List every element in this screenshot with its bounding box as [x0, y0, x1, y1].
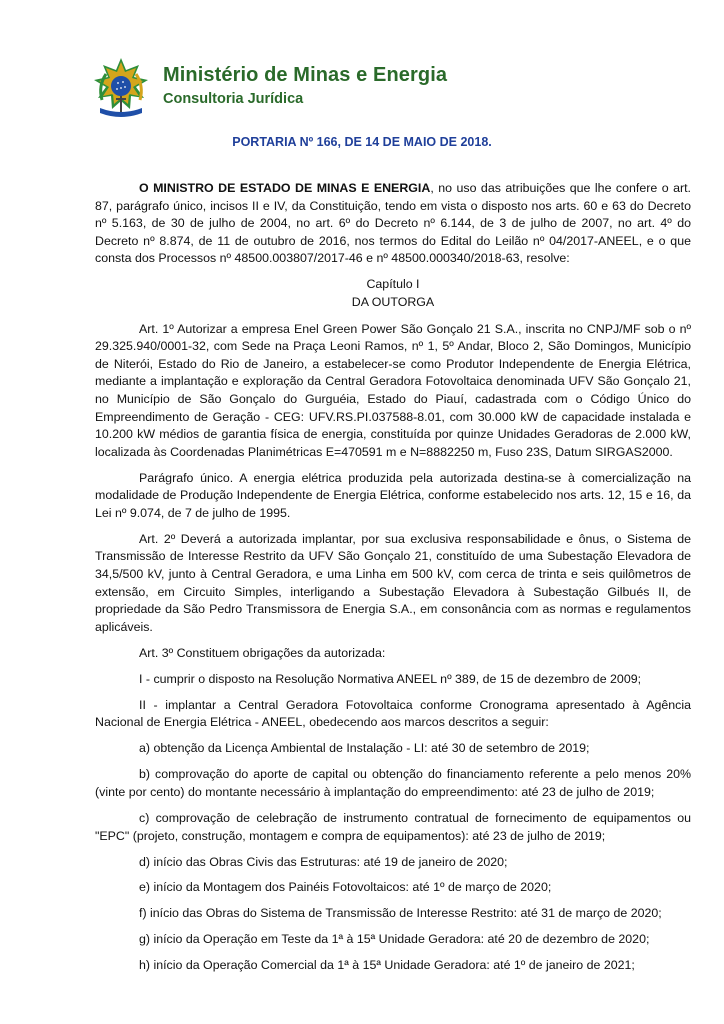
- alinea-d: d) início das Obras Civis das Estruturas: até 19 de janeiro de 2020;: [139, 854, 508, 869]
- alinea-h: h) início da Operação Comercial da 1ª à 15ª Unidade Geradora: até 1º de janeiro de 2021;: [139, 958, 635, 973]
- preamble-text: , no uso das atribuições que lhe confere o art. 87, parágrafo único, incisos II e IV, da Constituição, tendo em vista o disposto nos arts. 60 e 63 do Decreto nº 5.163, de 30 de julho de 2004, no art. 6º do Decreto nº 6.144, de 3 de julho de 2007, no art. 4º do Decreto nº 8.874, de 11 de outubro de 2016, nos termos do Edital do Leilão nº 04/2017-ANEEL, e o que consta dos Processos nº 48500.003807/2017-46 e nº 48500.000340/2018-63, resolve:: [95, 181, 691, 266]
- preamble-paragraph: [95, 180, 691, 268]
- alinea-g: g) início da Operação em Teste da 1ª à 15ª Unidade Geradora: até 20 de dezembro de 2020;: [139, 932, 650, 947]
- department-name: Consultoria Jurídica: [163, 91, 304, 107]
- chapter-title: DA OUTORGA: [351, 294, 435, 309]
- document-body: [95, 180, 691, 983]
- alinea-b: b) comprovação do aporte de capital ou obtenção do financiamento referente a pelo menos 20% (vinte por cento) do montante necessário à implantação do empreendimento: até 23 de julho de 2019;: [95, 767, 691, 799]
- inciso-ii: II - implantar a Central Geradora Fotovoltaica conforme Cronograma apresentado à Agência Nacional de Energia Elétrica - ANEEL, obedecendo aos marcos descritos a seguir:: [95, 697, 691, 730]
- article-2: Art. 2º Deverá a autorizada implantar, por sua exclusiva responsabilidade e ônus, o Sistema de Transmissão de Interesse Restrito da UFV São Gonçalo 21, constituído de uma Subestação Elevadora de 34,5/500 kV, junto à Central Geradora, e uma Linha em 500 kV, com cerca de trinta e seis quilômetros de extensão, em Circuito Simples, interligando a Subestação Elevadora à Subestação Gilbués II, de propriedade da São Pedro Transmissora de Energia S.A., em consonância com as normas e regulamentos aplicáveis.: [95, 531, 691, 634]
- ministry-name: Ministério de Minas e Energia: [163, 64, 448, 86]
- inciso-i: I - cumprir o disposto na Resolução Normativa ANEEL nº 389, de 15 de dezembro de 2009;: [139, 671, 642, 686]
- alinea-c: c) comprovação de celebração de instrumento contratual de fornecimento de equipamentos ou "EPC" (projeto, construção, montagem e compra de equipamentos): até 23 de julho de 2019;: [95, 810, 691, 843]
- article-1-paragraph: Parágrafo único. A energia elétrica produzida pela autorizada destina-se à comercialização na modalidade de Produção Independente de Energia Elétrica, conforme estabelecido nos arts. 12, 15 e 16, da Lei nº 9.074, de 7 de julho de 1995.: [95, 470, 691, 520]
- alinea-a: a) obtenção da Licença Ambiental de Instalação - LI: até 30 de setembro de 2019;: [139, 741, 590, 756]
- portaria-title: PORTARIA Nº 166, DE 14 DE MAIO DE 2018.: [232, 135, 492, 149]
- chapter-number: Capítulo I: [366, 277, 420, 292]
- alinea-e: e) início da Montagem dos Painéis Fotovoltaicos: até 1º de março de 2020;: [139, 880, 552, 895]
- alinea-f: f) início das Obras do Sistema de Transmissão de Interesse Restrito: até 31 de março de 2020;: [139, 906, 662, 921]
- coat-of-arms-icon: [88, 56, 154, 122]
- article-3: Art. 3º Constituem obrigações da autorizada:: [139, 645, 386, 660]
- preamble-lead: O MINISTRO DE ESTADO DE MINAS E ENERGIA: [139, 181, 431, 195]
- article-1: Art. 1º Autorizar a empresa Enel Green Power São Gonçalo 21 S.A., inscrita no CNPJ/MF sob o nº 29.325.940/0001-32, com Sede na Praça Leoni Ramos, nº 1, 5º Andar, Bloco 2, São Domingos, Município de Niterói, Estado do Rio de Janeiro, a estabelecer-se como Produtor Independente de Energia Elétrica, mediante a implantação e exploração da Central Geradora Fotovoltaica denominada UFV São Gonçalo 21, no Município de São Gonçalo do Gurguéia, Estado do Piauí, cadastrada com o Código Único do Empreendimento de Geração - CEG: UFV.RS.PI.037588-8.01, com 30.000 kW de capacidade instalada e 10.200 kW médios de garantia física de energia, constituída por quinze Unidades Geradoras de 2.000 kW, localizada às Coordenadas Planimétricas E=470591 m e N=8882250 m, Fuso 23S, Datum SIRGAS2000.: [95, 321, 691, 459]
